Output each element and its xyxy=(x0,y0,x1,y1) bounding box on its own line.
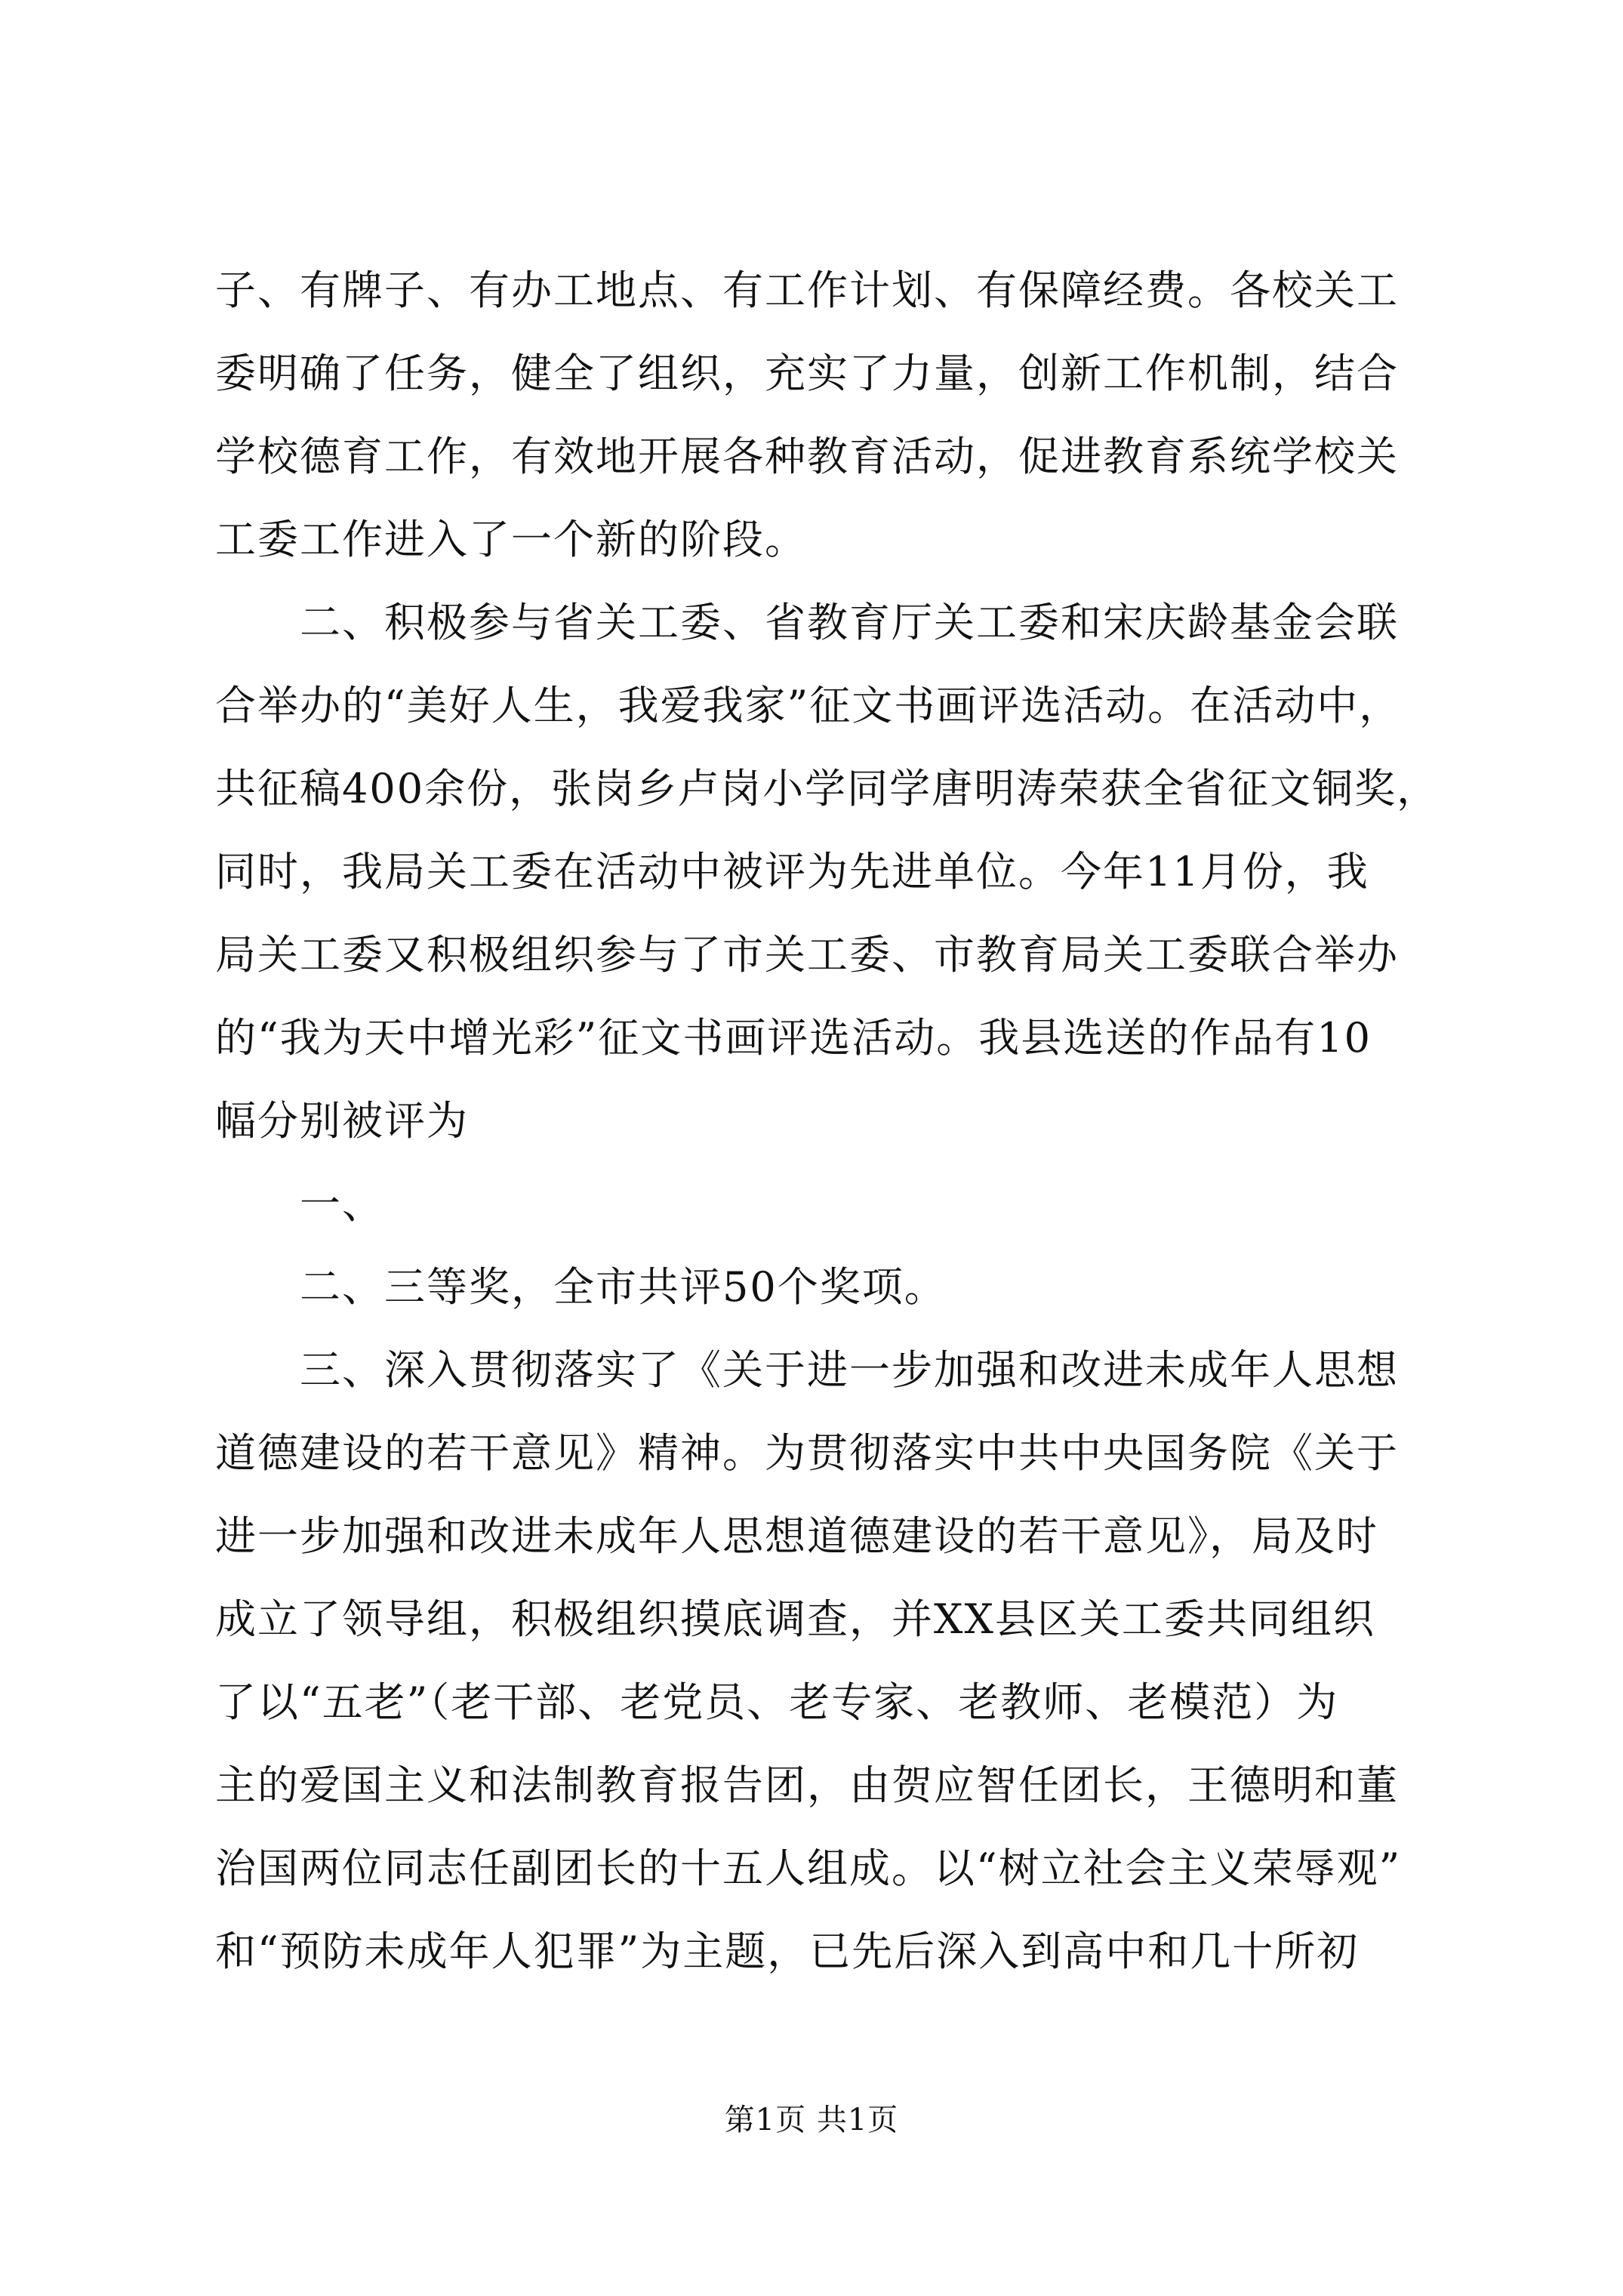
paragraph-start-line: 一、 xyxy=(300,1180,384,1228)
text-line: 进一步加强和改进未成年人思想道德建设的若干意见》，局及时 xyxy=(215,1512,1378,1560)
text-line: 了以“五老”（老干部、老党员、老专家、老教师、老模范）为 xyxy=(215,1678,1339,1726)
text-line: 治国两位同志任副团长的十五人组成。以“树立社会主义荣辱观” xyxy=(215,1845,1402,1892)
text-line: 工委工作进入了一个新的阶段。 xyxy=(215,516,807,563)
text-line: 的“我为天中增光彩”征文书画评选活动。我县选送的作品有10 xyxy=(215,1014,1372,1062)
text-line: 主的爱国主义和法制教育报告团，由贺应智任团长，王德明和董 xyxy=(215,1761,1399,1809)
text-line: 委明确了任务，健全了组织，充实了力量，创新工作机制，结合 xyxy=(215,350,1399,397)
text-line: 合举办的“美好人生，我爱我家”征文书画评选活动。在活动中， xyxy=(215,682,1402,729)
page-footer: 第1页 共1页 xyxy=(724,2103,899,2137)
paragraph-start-line: 三、深入贯彻落实了《关于进一步加强和改进未成年人思想 xyxy=(300,1346,1399,1394)
paragraph-start-line: 二、积极参与省关工委、省教育厅关工委和宋庆龄基金会联 xyxy=(300,599,1399,646)
text-line: 同时，我局关工委在活动中被评为先进单位。今年11月份，我 xyxy=(215,848,1369,895)
text-line: 子、有牌子、有办工地点、有工作计划、有保障经费。各校关工 xyxy=(215,267,1399,314)
text-line: 学校德育工作，有效地开展各种教育活动，促进教育系统学校关 xyxy=(215,433,1399,480)
text-line: 成立了领导组，积极组织摸底调查，并XX县区关工委共同组织 xyxy=(215,1595,1375,1643)
paragraph-start-line: 二、三等奖，全市共评50个奖项。 xyxy=(300,1263,947,1311)
text-line: 共征稿400余份，张岗乡卢岗小学同学唐明涛荣获全省征文铜奖， xyxy=(215,765,1440,812)
text-line: 幅分别被评为 xyxy=(215,1097,469,1145)
text-line: 道德建设的若干意见》精神。为贯彻落实中共中央国务院《关于 xyxy=(215,1429,1399,1477)
text-line: 和“预防未成年人犯罪”为主题，已先后深入到高中和几十所初 xyxy=(215,1928,1360,1975)
text-line: 局关工委又积极组织参与了市关工委、市教育局关工委联合举办 xyxy=(215,931,1399,978)
